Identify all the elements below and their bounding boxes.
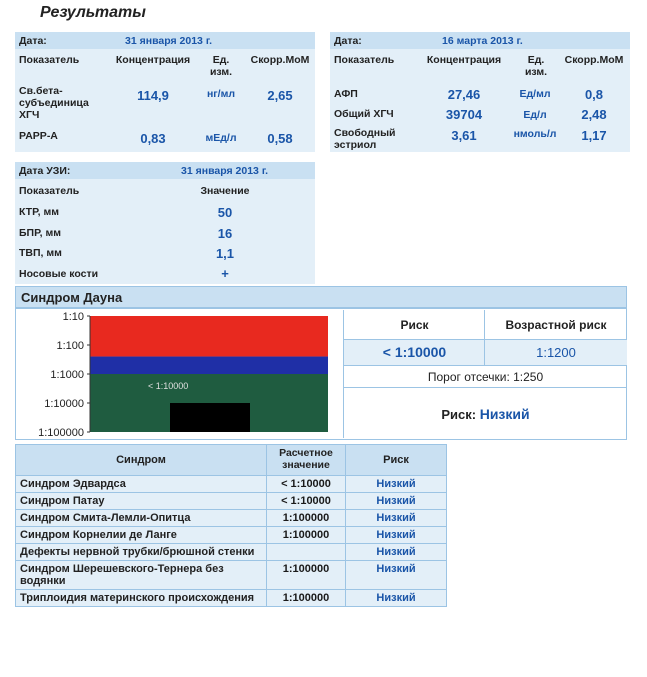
uzi-row-value: 16 bbox=[217, 226, 233, 241]
syndromes-header-name: Синдром bbox=[16, 445, 267, 476]
panel-ultrasound bbox=[15, 162, 315, 284]
panel-2-row-name: АФП bbox=[334, 88, 358, 100]
panel-2-row-name: Свободный эстриол bbox=[334, 127, 396, 151]
panel-2-row-unit: Ед/мл bbox=[519, 88, 551, 100]
syndrome-risk: Низкий bbox=[346, 561, 447, 590]
syndrome-row bbox=[16, 590, 447, 607]
risk-band bbox=[90, 316, 328, 357]
panel-1-date: 31 января 2013 г. bbox=[125, 35, 213, 47]
syndrome-risk: Низкий bbox=[346, 527, 447, 544]
syndrome-risk: Низкий bbox=[346, 493, 447, 510]
panel-2-row-mom: 1,17 bbox=[581, 128, 607, 143]
panel-2-row-conc: 39704 bbox=[445, 107, 483, 122]
syndrome-row bbox=[16, 544, 447, 561]
down-syndrome-title: Синдром Дауна bbox=[21, 290, 123, 305]
risk-band bbox=[90, 357, 328, 374]
y-tick-label: 1:10 bbox=[62, 312, 84, 323]
down-risk-table bbox=[343, 310, 627, 438]
syndrome-name: Синдром Шерешевского-Тернера без водянки bbox=[16, 561, 267, 590]
age-risk-header: Возрастной риск bbox=[505, 318, 607, 332]
panel-2-header-conc: Концентрация bbox=[426, 54, 502, 66]
uzi-row-name: Носовые кости bbox=[19, 268, 99, 280]
uzi-row-name: КТР, мм bbox=[19, 206, 60, 218]
panel-biochem-1 bbox=[15, 32, 315, 152]
panel-2-header-unit: Ед. изм. bbox=[524, 54, 548, 78]
panel-2-date: 16 марта 2013 г. bbox=[442, 35, 523, 47]
cutoff-text: Порог отсечки: 1:250 bbox=[427, 370, 544, 384]
syndrome-row bbox=[16, 493, 447, 510]
panel-1-row-conc: 0,83 bbox=[140, 131, 166, 146]
panel-1-row-mom: 0,58 bbox=[267, 131, 293, 146]
syndrome-name: Синдром Эдвардса bbox=[16, 476, 267, 493]
panel-2-row-unit: нмоль/л bbox=[513, 128, 557, 140]
panel-1-row-mom: 2,65 bbox=[267, 88, 293, 103]
syndrome-risk: Низкий bbox=[346, 544, 447, 561]
syndromes-header-row bbox=[16, 445, 447, 476]
syndrome-name: Синдром Смита-Лемли-Опитца bbox=[16, 510, 267, 527]
syndrome-row bbox=[16, 476, 447, 493]
y-tick-label: 1:100000 bbox=[38, 427, 84, 437]
risk-marker bbox=[170, 403, 250, 432]
syndrome-name: Дефекты нервной трубки/брюшной стенки bbox=[16, 544, 267, 561]
panel-2-date-label: Дата: bbox=[334, 35, 362, 47]
syndrome-risk: Низкий bbox=[346, 476, 447, 493]
risk-header: Риск bbox=[400, 318, 429, 332]
uzi-header-name: Показатель bbox=[19, 185, 80, 197]
syndrome-value bbox=[267, 544, 346, 561]
uzi-row-name: ТВП, мм bbox=[19, 247, 62, 259]
uzi-row-value: 50 bbox=[217, 205, 233, 220]
panel-1-header-unit: Ед. изм. bbox=[209, 54, 233, 78]
syndrome-value: 1:100000 bbox=[267, 527, 346, 544]
down-syndrome-header bbox=[15, 286, 627, 308]
y-tick-label: 1:10000 bbox=[44, 398, 84, 410]
uzi-row-value: 1,1 bbox=[215, 246, 235, 261]
risk-value: < 1:10000 bbox=[382, 344, 447, 360]
down-result-value: Низкий bbox=[479, 406, 530, 422]
panel-2-row-unit: Ед/л bbox=[523, 109, 547, 121]
panel-1-date-label: Дата: bbox=[19, 35, 47, 47]
panel-1-row-unit: мЕд/л bbox=[205, 132, 237, 144]
risk-chart-svg bbox=[30, 312, 330, 437]
uzi-date: 31 января 2013 г. bbox=[181, 165, 269, 177]
uzi-date-label: Дата УЗИ: bbox=[19, 165, 71, 177]
marker-label: < 1:10000 bbox=[148, 381, 189, 391]
syndromes-table bbox=[15, 444, 447, 607]
y-tick-label: 1:100 bbox=[56, 340, 84, 352]
syndrome-row bbox=[16, 561, 447, 590]
panel-1-header-conc: Концентрация bbox=[115, 54, 191, 66]
syndrome-name: Синдром Корнелии де Ланге bbox=[16, 527, 267, 544]
syndrome-value: < 1:10000 bbox=[267, 476, 346, 493]
syndrome-row bbox=[16, 510, 447, 527]
uzi-header-value: Значение bbox=[200, 185, 250, 197]
panel-2-row-mom: 0,8 bbox=[584, 87, 604, 102]
panel-1-row-name: PAPP-A bbox=[19, 130, 58, 142]
syndrome-value: < 1:10000 bbox=[267, 493, 346, 510]
syndrome-name: Триплоидия материнского происхождения bbox=[16, 590, 267, 607]
syndromes-body bbox=[16, 476, 447, 607]
syndrome-value: 1:100000 bbox=[267, 561, 346, 590]
panel-1-row-unit: нг/мл bbox=[206, 88, 236, 100]
panel-2-row-name: Общий ХГЧ bbox=[334, 108, 394, 120]
uzi-row-value: + bbox=[221, 266, 229, 281]
panel-2-row-mom: 2,48 bbox=[581, 107, 607, 122]
syndrome-risk: Низкий bbox=[346, 590, 447, 607]
syndrome-value: 1:100000 bbox=[267, 590, 346, 607]
syndrome-value: 1:100000 bbox=[267, 510, 346, 527]
panel-1-header-mom: Скорр.МоМ bbox=[250, 54, 310, 66]
panel-2-row-conc: 3,61 bbox=[451, 128, 477, 143]
page-title: Результаты bbox=[40, 4, 146, 21]
syndrome-risk: Низкий bbox=[346, 510, 447, 527]
age-risk-value: 1:1200 bbox=[536, 345, 576, 360]
y-tick-label: 1:1000 bbox=[50, 369, 84, 381]
syndrome-row bbox=[16, 527, 447, 544]
risk-chart bbox=[30, 312, 330, 437]
syndromes-header-risk: Риск bbox=[346, 445, 447, 476]
panel-1-row-name: Св.бета-субъединица ХГЧ bbox=[19, 85, 89, 121]
syndromes-header-value: Расчетное значение bbox=[267, 445, 346, 476]
panel-1-row-conc: 114,9 bbox=[137, 88, 169, 103]
panel-1-header-name: Показатель bbox=[19, 54, 80, 66]
syndrome-name: Синдром Патау bbox=[16, 493, 267, 510]
panel-2-header-name: Показатель bbox=[334, 54, 395, 66]
panel-biochem-2 bbox=[330, 32, 630, 152]
down-result-label: Риск: bbox=[441, 407, 477, 422]
uzi-row-name: БПР, мм bbox=[19, 227, 62, 239]
panel-2-header-mom: Скорр.МоМ bbox=[564, 54, 624, 66]
down-result bbox=[344, 406, 627, 422]
panel-2-row-conc: 27,46 bbox=[447, 87, 481, 102]
